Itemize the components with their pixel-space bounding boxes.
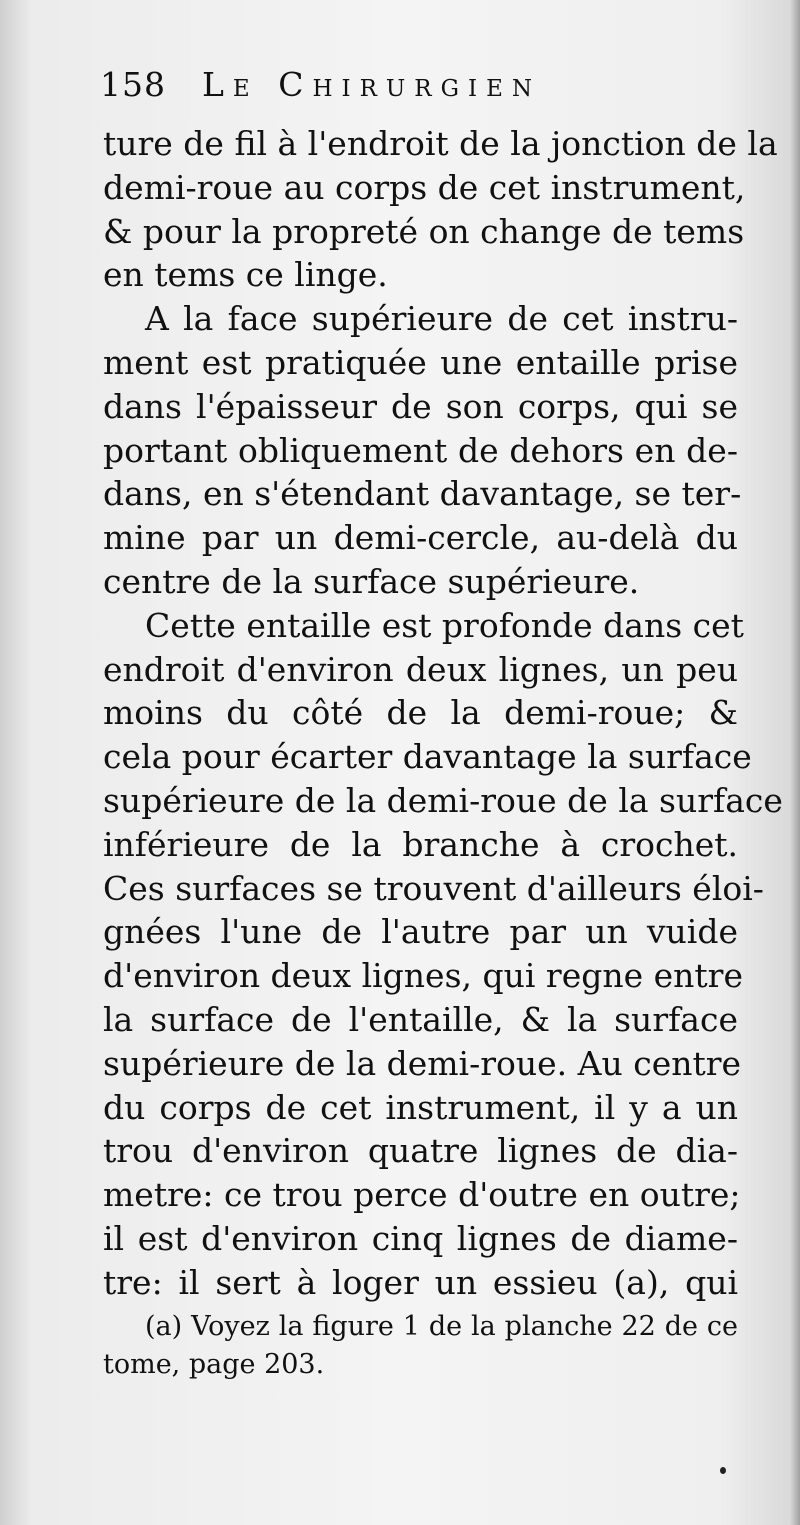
text-line: la surface de l'entaille, & la surface (103, 999, 738, 1039)
text-line: tre: il sert à loger un essieu (a), qui (103, 1262, 738, 1302)
ink-speck (720, 1467, 726, 1474)
text-line: d'environ deux lignes, qui regne entre (103, 956, 743, 996)
text-line: supérieure de la demi-roue de la surface (103, 780, 783, 820)
text-line: trou d'environ quatre lignes de dia- (103, 1131, 738, 1171)
text-line: endroit d'environ deux lignes, un peu (103, 649, 738, 689)
text-line: portant obliquement de dehors en de- (103, 430, 738, 470)
text-line: dans, en s'étendant davantage, se ter- (103, 474, 742, 514)
body-text (103, 122, 783, 1305)
text-line: centre de la surface supérieure. (103, 561, 640, 601)
text-line: mine par un demi-cercle, au-delà du (103, 518, 738, 558)
text-line: Cette entaille est profonde dans cet (145, 605, 744, 645)
text-line: ment est pratiquée une entaille prise (103, 342, 738, 382)
page-number: 158 (100, 65, 166, 104)
text-line: metre: ce trou perce d'outre en outre; (103, 1175, 741, 1215)
text-line: moins du côté de la demi-roue; & (103, 693, 738, 733)
text-line: ture de fil à l'endroit de la jonction de la (103, 124, 778, 163)
text-line: du corps de cet instrument, il y a un (103, 1087, 738, 1127)
text-line: supérieure de la demi-roue. Au centre (103, 1043, 742, 1083)
page-header (100, 65, 740, 115)
text-line: & pour la propreté on change de tems (103, 211, 745, 251)
text-line: en tems ce linge. (103, 255, 388, 295)
footnote-line: (a) Voyez la figure 1 de la planche 22 de ce (145, 1311, 738, 1342)
footnote (103, 1308, 738, 1384)
text-line: A la face supérieure de cet instru- (145, 299, 738, 339)
text-line: inférieure de la branche à crochet. (103, 824, 738, 864)
running-title: Le Chirurgien (202, 65, 541, 104)
text-line: il est d'environ cinq lignes de diame- (103, 1218, 738, 1258)
text-line: cela pour écarter davantage la surface (103, 737, 752, 777)
text-line: Ces surfaces se trouvent d'ailleurs éloi- (103, 868, 764, 908)
text-line: demi-roue au corps de cet instrument, (103, 167, 746, 207)
footnote-line: tome, page 203. (103, 1349, 325, 1380)
text-line: gnées l'une de l'autre par un vuide (103, 912, 738, 952)
text-line: dans l'épaisseur de son corps, qui se (103, 386, 738, 426)
